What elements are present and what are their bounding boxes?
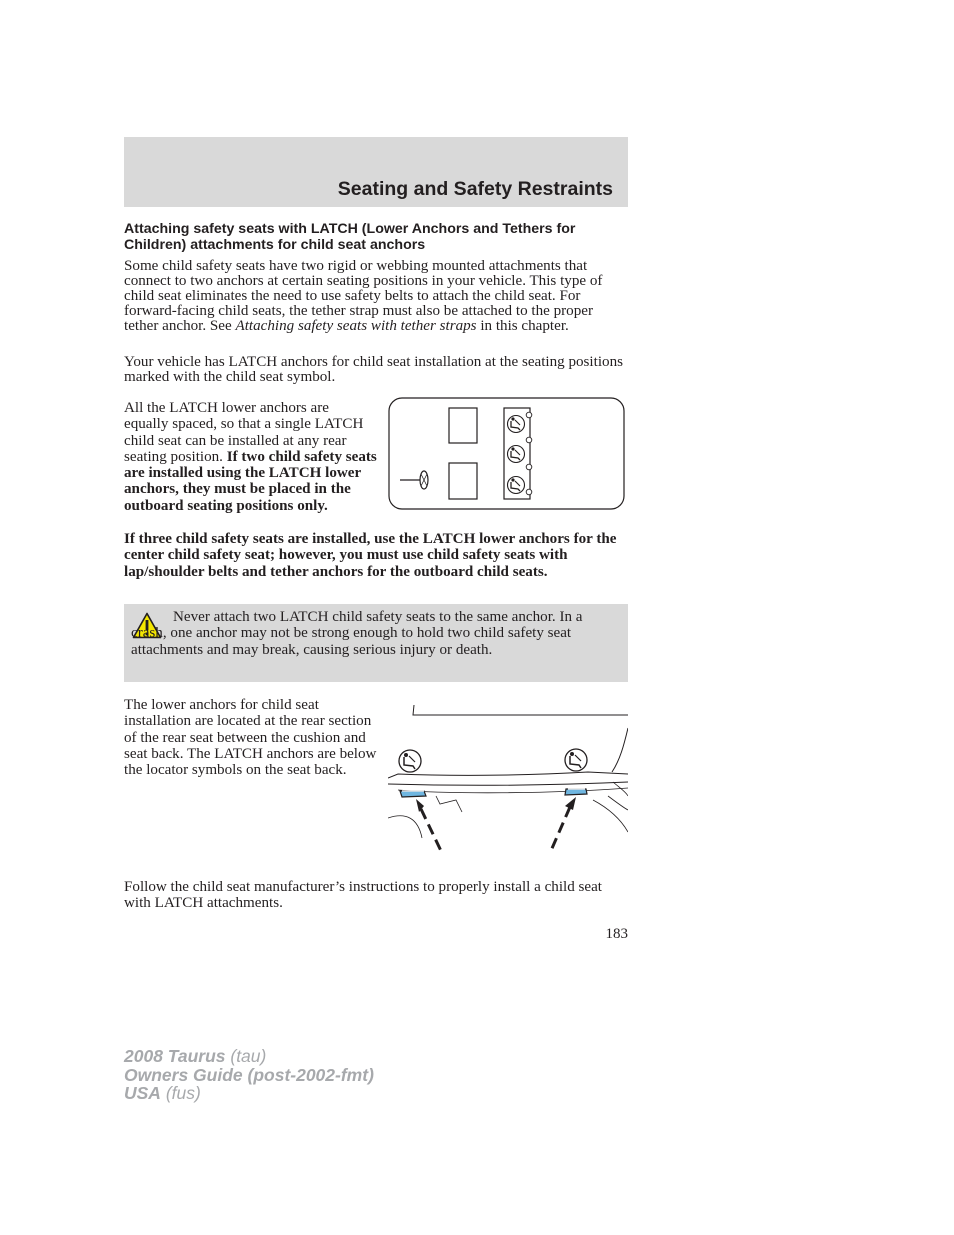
page-number: 183 [605,926,628,942]
seating-position-diagram [388,396,628,514]
footer-line-market: USA (fus) [124,1083,201,1103]
pointer-arrow-right [550,797,576,853]
child-seat-symbol-icon [565,749,587,771]
paragraph-follow-instructions: Follow the child seat manufacturer’s instructions to properly install a child seat with LATCH attachments. [124,879,602,912]
footer-line-model: 2008 Taurus (tau) [124,1046,267,1066]
front-seat-driver [449,463,477,499]
cross-reference: Attaching safety seats with tether straps [235,318,477,335]
paragraph-three-seats-bold: If three child safety seats are installed, use the LATCH lower anchors for the center child safety seat; however, you must use child safety seats with lap/shoulder belts and tether anchors for the outboard child seats. [124,531,617,580]
lower-anchor-left [400,791,426,797]
pointer-arrow-left [416,799,442,853]
paragraph-anchor-spacing: All the LATCH lower anchors are equally spaced, so that a single LATCH child seat can be installed at any rear seating position. If two child safety seats are installed using the LATCH lower anchors, they must be placed in the outboard seating positions only. [124,400,377,514]
front-seat-left [449,408,477,443]
child-seat-symbol-icon [508,446,525,463]
warning-box [124,604,628,682]
section-heading: Attaching safety seats with LATCH (Lower Anchors and Tethers for Children) attachments for child seat anchors [124,221,576,253]
lower-anchor-right [565,789,587,795]
footer-line-guide: Owners Guide (post-2002-fmt) [124,1064,374,1085]
paragraph-latch-positions: Your vehicle has LATCH anchors for child seat installation at the seating positions marked with the child seat symbol. [124,354,623,386]
child-seat-symbol-icon [508,416,525,433]
document-footer [124,1047,374,1103]
child-seat-symbol-icon [508,477,525,494]
warning-text: Never attach two LATCH child safety seats to the same anchor. In a crash, one anchor may not be strong enough to hold two child safety seat attachments and may break, causing serious injury or death. [131,609,583,658]
chapter-title: Seating and Safety Restraints [337,178,613,200]
paragraph-lower-anchor-location: The lower anchors for child seat installation are located at the rear section of the rear seat between the cushion and seat back. The LATCH anchors are below the locator symbols on the seat back. [124,697,377,779]
chapter-header-band [124,137,628,207]
paragraph-intro: Some child safety seats have two rigid or webbing mounted attachments that connect to two anchors at certain seating positions in your vehicle. This type of child seat eliminates the need to use safety belts to attach the child seat. For forward-facing child seats, the tether strap must also be attached to the proper tether anchor. See Attaching safety seats with tether straps in this chapter. [124,258,603,335]
child-seat-symbol-icon [399,750,421,772]
rear-seat-anchor-illustration [388,700,628,860]
